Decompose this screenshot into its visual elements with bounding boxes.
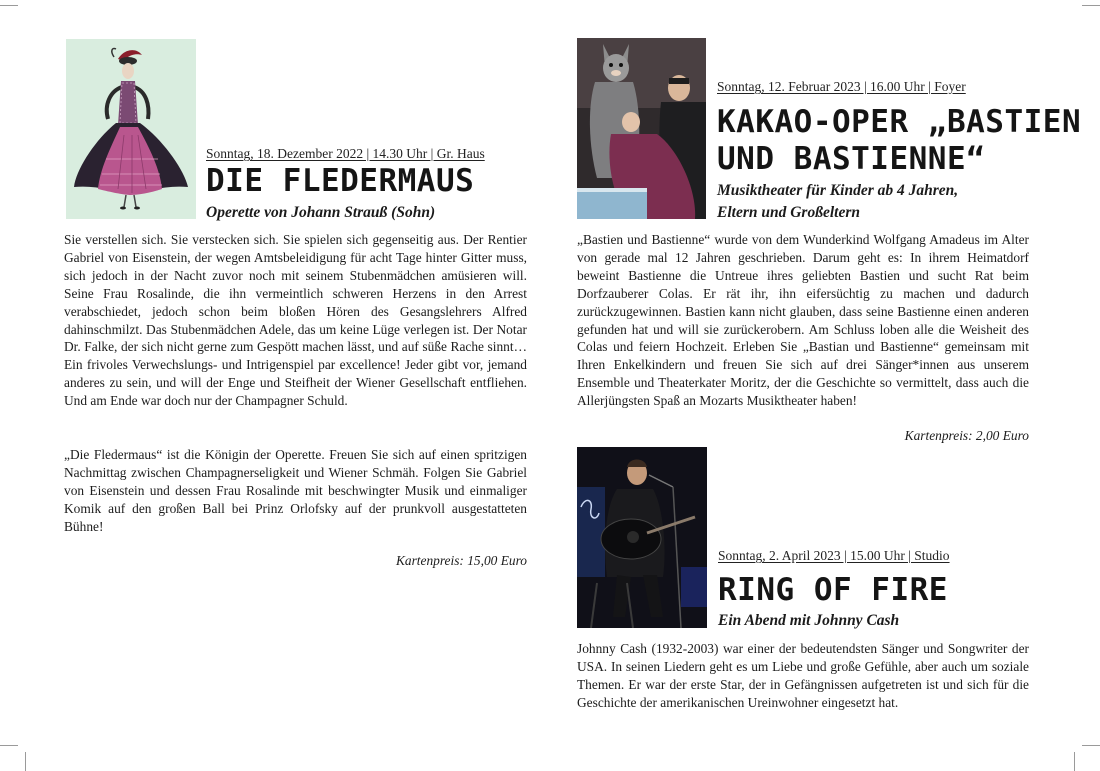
ring-of-fire-subtitle: Ein Abend mit Johnny Cash xyxy=(718,612,900,629)
bastien-subtitle-line2: Eltern und Großeltern xyxy=(717,204,860,221)
crop-mark xyxy=(1082,5,1100,6)
ring-of-fire-date: Sonntag, 2. April 2023 | 15.00 Uhr | Studio xyxy=(718,548,950,563)
crop-mark xyxy=(25,752,26,771)
fledermaus-description-2: „Die Fledermaus“ ist die Königin der Operette. Freuen Sie sich auf einen spritzigen Nachmittag zwischen Champagnerseligkeit und Wiener Schmäh. Folgen Sie Gabriel von Eisenstein und dessen Frau Rosalinde mit beschwingter Musik und einmaliger Komik auf den großen Ball bei Prinz Orlofsky auf der prunkvoll ausgestatteten Bühne! xyxy=(64,447,527,534)
fledermaus-description: Sie verstellen sich. Sie verstecken sich. Sie spielen sich gegenseitig aus. Der Rentier Gabriel von Eisenstein, der wegen Amtsbeleidigung für acht Tage hinter Gitter muss, sich jedoch in der Nacht zuvor noch mit seinem Stubenmädchen amüsieren will. Seine Frau Rosalinde, die ihn vermeintlich schweren Herzens in den Arrest verabschiedet, jedoch schon beim bloßen Hören des Gesangslehrers Alfred dahinschmilzt. Das Stubenmädchen Adele, das um keine Lüge verlegen ist. Der Notar Dr. Falke, der sich nicht gerne zum Gespött machen lässt, und auf süße Rache sinnt… Ein frivoles Verwechslungs- und Intrigenspiel par excellence! Jeder gibt vor, jemand anderes zu sein, und will der Enge und Steifheit der Wiener Gesellschaft entfliehen. Und am Ende war doch nur der Champagner Schuld. xyxy=(64,232,527,409)
bastien-date: Sonntag, 12. Februar 2023 | 16.00 Uhr | Foyer xyxy=(717,79,966,94)
crop-mark xyxy=(0,5,18,6)
guitarist-photo-icon xyxy=(577,447,707,628)
crop-mark xyxy=(1082,745,1100,746)
costume-illustration-icon xyxy=(66,39,196,219)
bastien-stage-image xyxy=(577,38,706,219)
ring-of-fire-image xyxy=(577,447,707,628)
fledermaus-costume-image xyxy=(66,39,196,219)
fledermaus-title: DIE FLEDERMAUS xyxy=(206,163,475,199)
crop-mark xyxy=(1074,752,1075,771)
crop-mark xyxy=(0,745,18,746)
fledermaus-date: Sonntag, 18. Dezember 2022 | 14.30 Uhr | Gr. Haus xyxy=(206,146,485,161)
ring-of-fire-description: Johnny Cash (1932-2003) war einer der bedeutendsten Sänger und Songwriter der USA. In seinen Liedern geht es um Liebe und große Gefühle, aber auch um soziale Themen. Er war der erste Star, der in Gefängnissen aufgetreten ist und sich für die Geschichte der amerikanischen Ureinwohner eingesetzt hat. xyxy=(577,641,1029,710)
bastien-title-line2: UND BASTIENNE“ xyxy=(717,141,986,177)
fledermaus-subtitle: Operette von Johann Strauß (Sohn) xyxy=(206,204,436,221)
stage-photo-icon xyxy=(577,38,706,219)
fledermaus-price: Kartenpreis: 15,00 Euro xyxy=(395,553,527,568)
bastien-description: „Bastien und Bastienne“ wurde von dem Wunderkind Wolfgang Amadeus im Alter von gerade mal 12 Jahren geschrieben. Darum geht es: In ihrem Heimatdorf beweint Bastienne die Untreue ihres geliebten Bastien und sucht Rat beim Dorfzauberer Colas. Er rät ihr, ihn eifersüchtig zu machen und dadurch zurückzugewinnen. Bastien kann nicht glauben, dass seine Bastienne einen anderen gefunden hat und will sie zurückerobern. Am Schluss loben alle die Weisheit des Colas und feiern Hochzeit. Erleben Sie „Bastian und Bastienne“ gemeinsam mit Ihren Enkelkindern und freuen Sie sich auf drei Sänger*innen aus unserem Ensemble und Theaterkater Moritz, der die Geschichte so vermittelt, dass auch die Allerjüngsten Spaß an Mozarts Musiktheater haben! xyxy=(577,232,1029,409)
bastien-title-line1: KAKAO-OPER „BASTIEN xyxy=(717,104,1082,140)
bastien-price: Kartenpreis: 2,00 Euro xyxy=(904,428,1029,443)
bastien-subtitle-line1: Musiktheater für Kinder ab 4 Jahren, xyxy=(717,182,959,199)
ring-of-fire-title: RING OF FIRE xyxy=(718,572,948,608)
